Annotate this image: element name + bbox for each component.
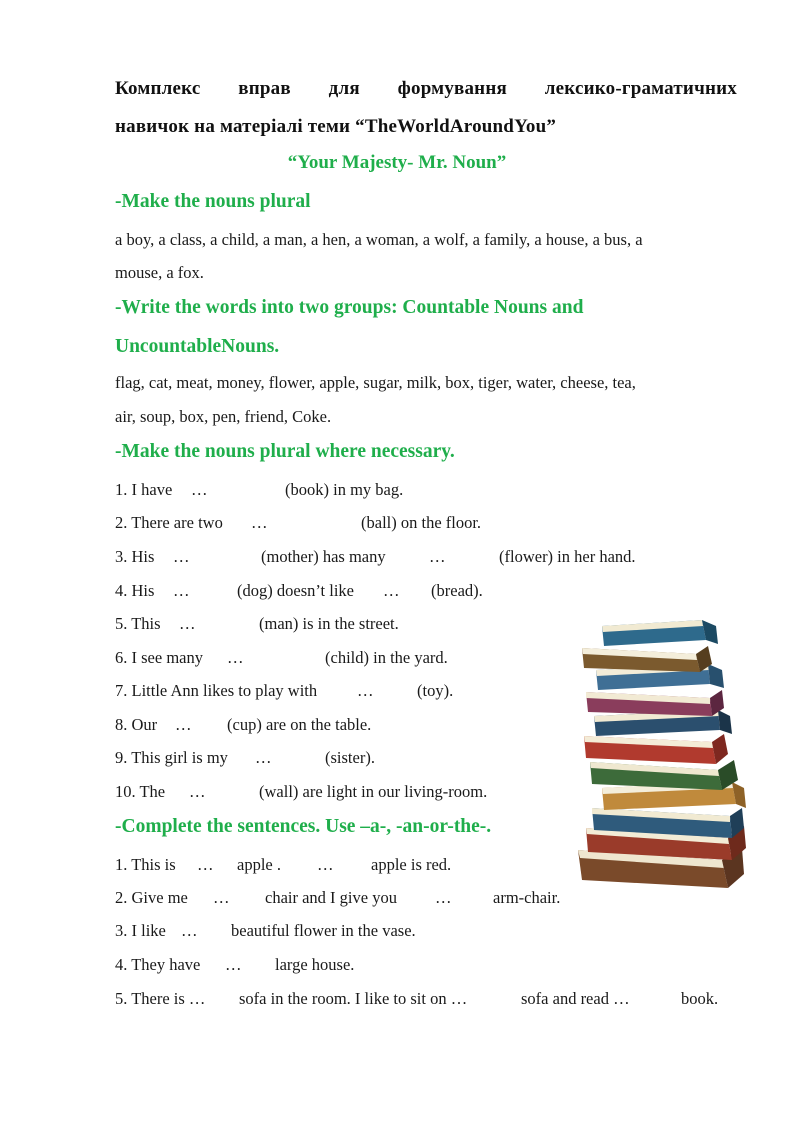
exercise-item: 5. This … (man) is in the street. bbox=[115, 614, 399, 633]
exercise-item: 8. Our … (cup) are on the table. bbox=[115, 715, 372, 734]
stack-of-books-icon bbox=[572, 612, 748, 904]
exercise-item: 6. I see many … (child) in the yard. bbox=[115, 648, 448, 667]
section-2-heading: UncountableNouns. bbox=[115, 336, 280, 357]
section-1-text-line: a boy, a class, a child, a man, a hen, a woman, a wolf, a family, a house, a bus, a bbox=[115, 230, 643, 249]
exercise-item: 2. There are two … (ball) on the floor. bbox=[115, 513, 482, 532]
title-word: вправ bbox=[238, 78, 291, 99]
title-word: Комплекс bbox=[115, 78, 201, 99]
exercise-item: 3. His … (mother) has many … (flower) in her hand. bbox=[115, 547, 636, 566]
section-4-heading: -Complete the sentences. Use –a-, -an-or-the-. bbox=[115, 816, 492, 837]
section-2-heading: -Write the words into two groups: Countable Nouns and bbox=[115, 297, 584, 318]
title-word: для bbox=[328, 78, 360, 99]
exercise-item: 7. Little Ann likes to play with … (toy). bbox=[115, 681, 454, 700]
section-3-heading: -Make the nouns plural where necessary. bbox=[115, 441, 455, 462]
exercise-item: 3. I like … beautiful flower in the vase. bbox=[115, 921, 416, 940]
section-2-text-line: air, soup, box, pen, friend, Coke. bbox=[115, 407, 332, 426]
title-word: лексико-граматичних bbox=[544, 78, 737, 99]
document-title-line-2: навичок на матеріалі теми “TheWorldAroundYou” bbox=[115, 116, 557, 137]
section-1-text-line: mouse, a fox. bbox=[115, 263, 204, 282]
topic-subtitle: “Your Majesty- Mr. Noun” bbox=[287, 152, 507, 173]
exercise-item: 1. I have … (book) in my bag. bbox=[115, 480, 404, 499]
section-2-text-line: flag, cat, meat, money, flower, apple, sugar, milk, box, tiger, water, cheese, tea, bbox=[115, 373, 636, 392]
exercise-item: 1. This is … apple . … apple is red. bbox=[115, 855, 452, 874]
exercise-item: 4. His … (dog) doesn’t like … (bread). bbox=[115, 581, 483, 600]
exercise-item: 5. There is … sofa in the room. I like to sit on … sofa and read … book. bbox=[115, 989, 719, 1008]
exercise-item: 2. Give me … chair and I give you … arm-chair. bbox=[115, 888, 561, 907]
exercise-item: 4. They have … large house. bbox=[115, 955, 355, 974]
title-word: формування bbox=[397, 78, 507, 99]
exercise-item: 10. The … (wall) are light in our living-room. bbox=[115, 782, 488, 801]
document-title-line-1 bbox=[115, 78, 737, 100]
exercise-item: 9. This girl is my … (sister). bbox=[115, 748, 375, 767]
section-1-heading: -Make the nouns plural bbox=[115, 191, 311, 212]
